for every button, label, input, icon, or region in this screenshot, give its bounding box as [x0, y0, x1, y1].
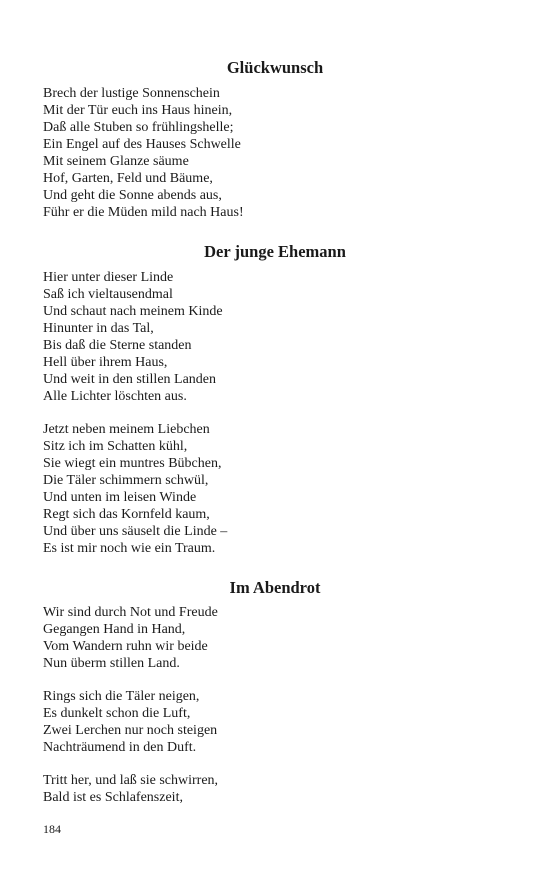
- verse-line: Wir sind durch Not und Freude: [43, 605, 218, 620]
- verse-line: Und unten im leisen Winde: [43, 490, 197, 505]
- verse-line: Und über uns säuselt die Linde –: [43, 524, 228, 539]
- verse-line: Nun überm stillen Land.: [43, 656, 180, 671]
- verse-line: Es dunkelt schon die Luft,: [43, 706, 191, 721]
- verse-line: Sitz ich im Schatten kühl,: [43, 439, 188, 454]
- verse-line: Und schaut nach meinem Kinde: [43, 304, 223, 319]
- verse-line: Führ er die Müden mild nach Haus!: [43, 205, 244, 220]
- verse-line: Mit der Tür euch ins Haus hinein,: [43, 103, 233, 118]
- stanza: [43, 604, 513, 672]
- verse-line: Zwei Lerchen nur noch steigen: [43, 723, 218, 738]
- verse-line: Und weit in den stillen Landen: [43, 372, 217, 387]
- verse-line: Die Täler schimmern schwül,: [43, 473, 209, 488]
- verse-line: Rings sich die Täler neigen,: [43, 689, 200, 704]
- poem-title: Glückwunsch: [226, 58, 324, 77]
- stanza: [43, 421, 513, 557]
- verse-line: Saß ich vieltausendmal: [43, 287, 173, 302]
- verse-line: Hof, Garten, Feld und Bäume,: [43, 171, 213, 186]
- verse-line: Tritt her, und laß sie schwirren,: [43, 773, 219, 788]
- verse-line: Und geht die Sonne abends aus,: [43, 188, 222, 203]
- poem-title: Im Abendrot: [229, 578, 321, 597]
- verse-line: Nachträumend in den Duft.: [43, 740, 197, 755]
- verse-line: Mit seinem Glanze säume: [43, 154, 189, 169]
- verse-line: Bald ist es Schlafenszeit,: [43, 790, 183, 805]
- verse-line: Jetzt neben meinem Liebchen: [43, 422, 210, 437]
- verse-line: Daß alle Stuben so frühlingshelle;: [43, 120, 234, 135]
- verse-line: Vom Wandern ruhn wir beide: [43, 639, 208, 654]
- verse-line: Sie wiegt ein muntres Bübchen,: [43, 456, 222, 471]
- verse-line: Alle Lichter löschten aus.: [43, 389, 187, 404]
- verse-line: Es ist mir noch wie ein Traum.: [43, 541, 216, 556]
- verse-line: Hinunter in das Tal,: [43, 321, 154, 336]
- stanza: [43, 85, 513, 221]
- verse-line: Bis daß die Sterne standen: [43, 338, 192, 353]
- poem-title: Der junge Ehemann: [204, 242, 346, 261]
- verse-line: Gegangen Hand in Hand,: [43, 622, 186, 637]
- verse-line: Regt sich das Kornfeld kaum,: [43, 507, 210, 522]
- verse-line: Ein Engel auf des Hauses Schwelle: [43, 137, 241, 152]
- page-number: 184: [43, 822, 61, 836]
- stanza: [43, 688, 513, 756]
- verse-line: Brech der lustige Sonnenschein: [43, 86, 220, 101]
- verse-line: Hell über ihrem Haus,: [43, 355, 168, 370]
- stanza: [43, 269, 513, 405]
- stanza: [43, 772, 513, 806]
- verse-line: Hier unter dieser Linde: [43, 270, 174, 285]
